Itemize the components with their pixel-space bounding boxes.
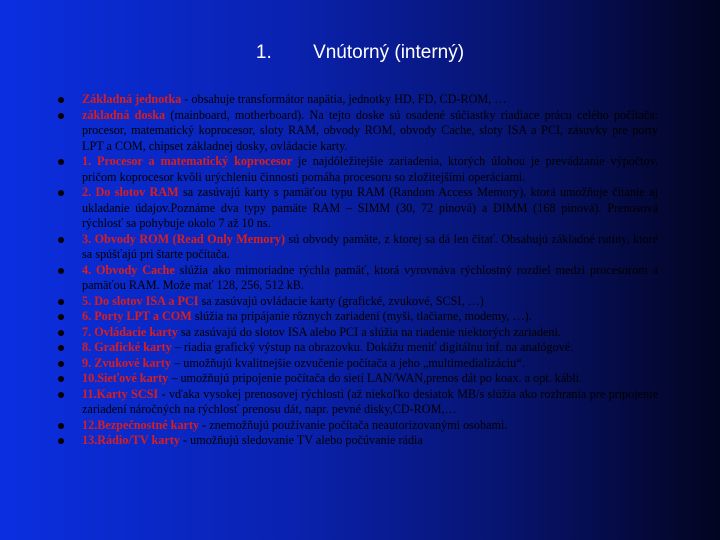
list-item [58,371,658,387]
list-item [58,418,658,434]
item-highlight: 5. Do slotov ISA a PCI [82,293,199,308]
title-number: 1. [255,42,272,63]
bullet-icon [58,268,64,274]
bullet-icon [58,423,64,429]
bullet-icon [58,159,64,165]
item-text: slúžia na pripájanie rôznych zariadení (myši, tlačiarne, modemy, …). [191,309,532,323]
item-text: - obsahuje transformátor napätia, jednotky HD, FD, CD-ROM, … [181,92,507,106]
bullet-icon [58,376,64,382]
bullet-icon [58,237,64,243]
item-highlight: Základná jednotka [82,92,182,106]
list-item [58,154,658,185]
item-highlight: 3. Obvody ROM (Read Only Memory) [82,231,286,246]
slide-title [0,42,720,64]
bullet-icon [58,190,64,196]
list-item [58,294,658,310]
title-text: Vnútorný (interný) [313,42,465,63]
item-highlight: 4. Obvody Cache [82,262,175,277]
list-item [58,433,658,449]
list-item [58,340,658,356]
item-text: sa zasúvajú karty s pamäťou typu RAM (Random Access Memory), ktorá umožňuje čítanie aj ukladanie údajov.Poznáme dva typy pamäte RAM – SIMM (30, 72 pinová) a DIMM (168 pinová). Prenosová rýchlosť sa pohybuje okolo 7 až 10 ns. [82,185,658,230]
item-highlight: základná doska [82,107,166,122]
item-highlight: 1. Procesor a matematický koprocesor [82,154,293,168]
item-highlight: 10.Sieťové karty [82,371,169,385]
item-highlight: 9. Zvukové karty [82,355,172,370]
item-text: sa zasúvajú ovládacie karty (grafické, zvukové, SCSI, …) [198,293,484,308]
list-item [58,232,658,263]
item-text: - vďaka vysokej prenosovej rýchlosti (až niekoľko desiatok MB/s slúžia ako rozhrania pre pripojenie zariadení náročných na rýchlosť prenosu dát, napr. pevné disky,CD-ROM,… [82,386,658,416]
item-highlight: 13.Rádio/TV karty [82,433,180,447]
item-highlight: 11.Karty SCSI [82,386,159,401]
list-item [58,356,658,372]
bullet-icon [58,330,64,336]
bullet-icon [58,299,64,305]
bullet-icon [58,345,64,351]
item-highlight: 7. Ovládacie karty [82,324,178,339]
bullet-list [58,92,658,449]
item-text: – riadia grafický výstup na obrazovku. Dokážu meniť digitálnu inf. na analógové. [171,340,574,354]
list-item [58,325,658,341]
item-text: – umožňujú pripojenie počítača do sietí LAN/WAN,prenos dát po koax. a opt. kábli. [168,371,583,385]
item-text: - umožňujú sledovanie TV alebo počúvanie rádia [179,433,423,447]
bullet-icon [58,113,64,119]
item-text: slúžia ako mimoriadne rýchla pamäť, ktorá vyrovnáva rýchlostný rozdiel medzi procesorom a pamäťou RAM. Može mať 128, 256, 512 kB. [82,262,658,292]
bullet-icon [58,392,64,398]
list-item [58,309,658,325]
item-text: sa zasúvajú do slotov ISA alebo PCI a slúžia na riadenie niektorých zariadení. [177,324,561,339]
item-highlight: 12.Bezpečnostné karty [82,417,200,432]
item-highlight: 6. Porty LPT a COM [82,309,192,323]
item-highlight: 8. Grafické karty [82,340,172,354]
bullet-icon [58,314,64,320]
list-item [58,185,658,232]
item-text: je najdôležitejšie zariadenia, ktorých úlohou je prevádzanie výpočtov, pričom koprocesor kvôli urýchleniu činnosti pomáha procesoru so zložitejšími operáciami. [82,154,658,184]
item-text: (mainboard, motherboard). Na tejto doske sú osadené súčiastky riadiace prácu celého počítača: procesor, matematický koprocesor, sloty RAM, obvody ROM, obvody Cache, sloty ISA a PCI, zásuvky pre porty LPT a COM, chipset základnej dosky, ovládacie karty. [82,107,658,153]
item-highlight: 2. Do slotov RAM [82,185,179,199]
list-item [58,108,658,155]
item-text: sú obvody pamäte, z ktorej sa dá len čítať. Obsahujú základné rutiny, ktoré sa spúšťajú pri štarte počítača. [82,231,658,261]
item-text: - znemožňujú používanie počítača neautorizovanými osobami. [199,417,508,432]
bullet-icon [58,361,64,367]
list-item [58,92,658,108]
list-item [58,387,658,418]
list-item [58,263,658,294]
bullet-icon [58,438,64,444]
bullet-icon [58,97,64,103]
item-text: – umožňujú kvalitnejšie ozvučenie počítača a jeho „multimedializáciu“. [171,355,525,370]
